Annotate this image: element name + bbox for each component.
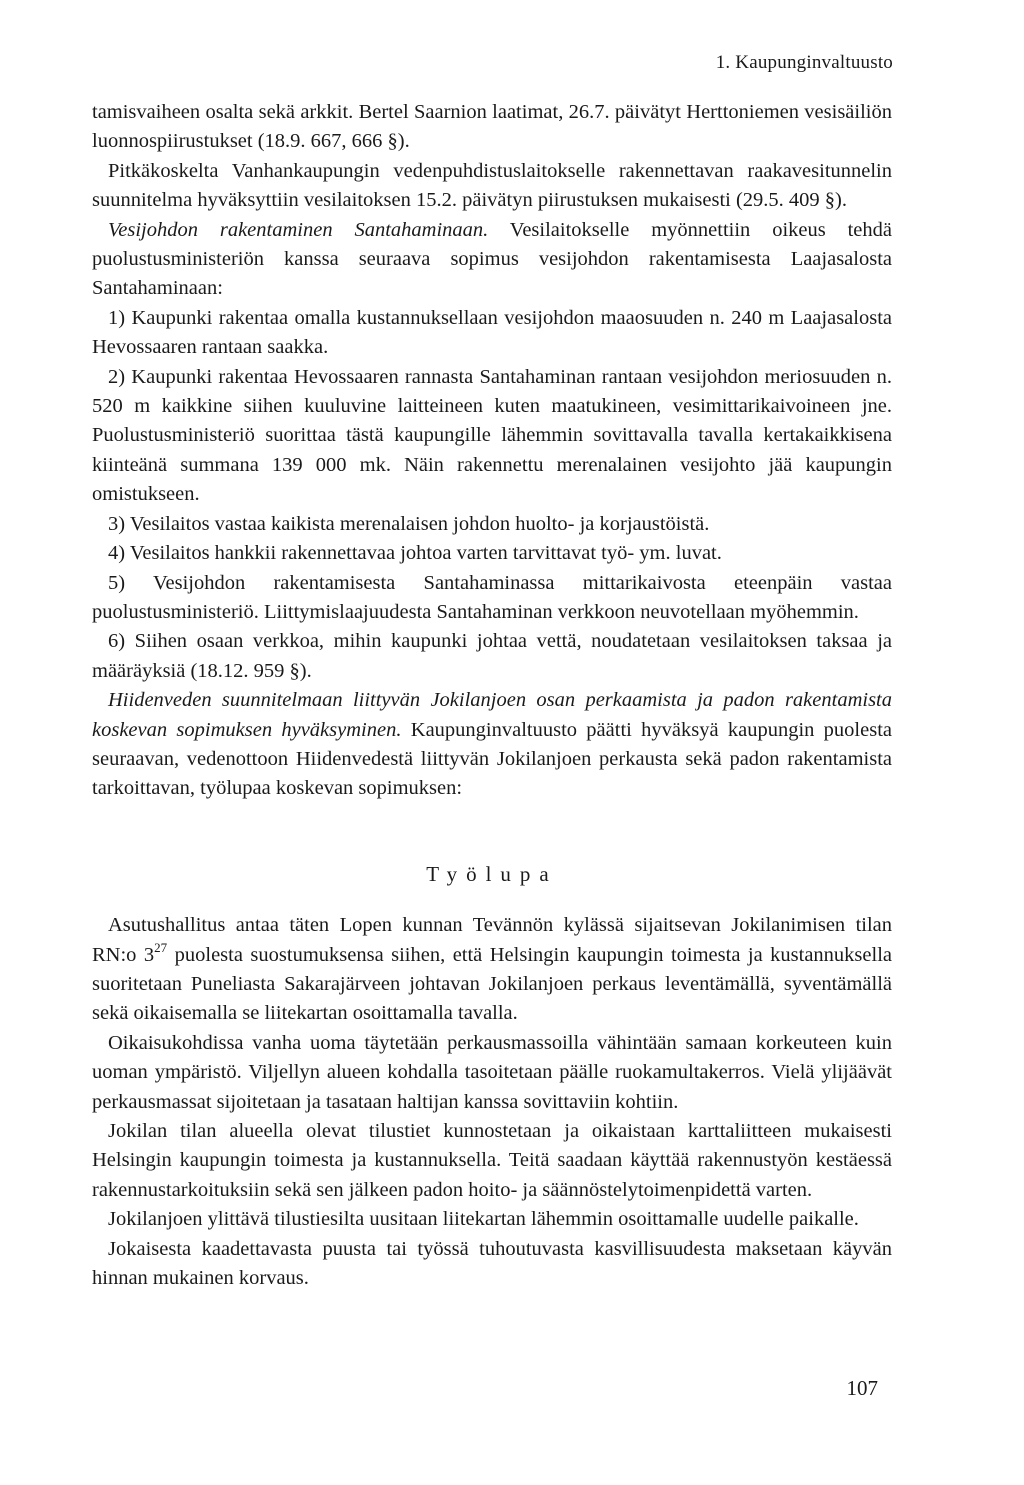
paragraph — [92, 216, 892, 304]
paragraph-text: puolesta suostumuksensa siihen, että Helsingin kaupungin toimesta ja kustannuksella suoritetaan Puneliasta Sakarajärveen johtavan Jokilanjoen perkaus leventämällä, syventämällä sekä oikaisemalla se liitekartan osoittamalla tavalla. — [92, 943, 892, 1025]
paragraph: Jokaisesta kaadettavasta puusta tai työssä tuhoutuvasta kasvillisuudesta maksetaan käyvän hinnan mukainen korvaus. — [92, 1237, 892, 1290]
list-item: 5) Vesijohdon rakentamisesta Santahaminassa mittarikaivosta eteenpäin vastaa puolustusministeriö. Liittymislaajuudesta Santahaminan verkkoon neuvotellaan myöhemmin. — [92, 571, 892, 623]
running-header: 1. Kaupunginvaltuusto — [715, 52, 893, 73]
section-heading: Vesijohdon rakentaminen Santahaminaan. — [108, 218, 489, 241]
page-number: 107 — [846, 1376, 878, 1400]
paragraph-text: Kaupunginvaltuusto päätti hyväksyä kaupungin puolesta seuraavan, vedenottoon Hiidenvedestä liittyvän Jokilanjoen perkausta sekä padon rakentamista tarkoittavan, työlupaa koskevan sopimuksen: — [92, 718, 893, 800]
paragraph-text: Asutushallitus antaa täten Lopen kunnan Tevännön kylässä sijaitsevan Jokilanimisen tilan RN:o 3 — [92, 914, 892, 966]
paragraph: Jokilanjoen ylittävä tilustiesilta uusitaan liitekartan lähemmin osoittamalle uudelle paikalle. — [108, 1208, 859, 1231]
paragraph: Oikaisukohdissa vanha uoma täytetään perkausmassoilla vähintään samaan korkeuteen kuin uoman ympäristö. Viljellyn alueen kohdalla tasoitetaan päälle ruokamultakerros. Vielä ylijäävät perkausmassat sijoitetaan ja tasataan haltijan kanssa sovittaviin kohtiin. — [92, 1031, 892, 1113]
paragraph: tamisvaiheen osalta sekä arkkit. Bertel Saarnion laatimat, 26.7. päivätyt Herttoniemen vesisäiliön luonnospiirustukset (18.9. 667, 666 §). — [92, 101, 892, 153]
superscript: 27 — [154, 939, 168, 955]
paragraph: Jokilan tilan alueella olevat tilustiet kunnostetaan ja oikaistaan karttaliitteen mukaisesti Helsingin kaupungin toimesta ja kustannuksella. Teitä saadaan käyttää rakennustyön kestäessä rakennustarkoituksiin sekä sen jälkeen padon hoito- ja säännöstelytoimenpidettä varten. — [92, 1120, 892, 1201]
list-item: 1) Kaupunki rakentaa omalla kustannuksellaan vesijohdon maaosuuden n. 240 m Laajasalosta Hevossaaren rantaan saakka. — [92, 306, 892, 359]
list-item: 6) Siihen osaan verkkoa, mihin kaupunki johtaa vettä, noudatetaan vesilaitoksen taksaa ja määräyksiä (18.12. 959 §). — [92, 630, 892, 682]
list-item: 4) Vesilaitos hankkii rakennettavaa johtoa varten tarvittavat työ- ym. luvat. — [108, 542, 722, 565]
paragraph — [92, 911, 892, 1029]
paragraph — [92, 686, 892, 804]
document-title: Työlupa — [426, 861, 558, 886]
list-item: 3) Vesilaitos vastaa kaikista merenalaisen johdon huolto- ja korjaustöistä. — [108, 512, 710, 535]
paragraph: Pitkäkoskelta Vanhankaupungin vedenpuhdistuslaitokselle rakennettavan raakavesitunnelin suunnitelma hyväksyttiin vesilaitoksen 15.2. päivätyn piirustuksen mukaisesti (29.5. 409 §). — [92, 159, 892, 212]
body-text — [92, 98, 892, 1293]
paragraph-text: Vesilaitokselle myönnettiin oikeus tehdä puolustusministeriön kanssa seuraava sopimus vesijohdon rakentamisesta Laajasalosta Santahaminaan: — [92, 218, 892, 300]
section-heading: Hiidenveden suunnitelmaan liittyvän Jokilanjoen osan perkaamista ja padon rakentamista koskevan sopimuksen hyväksyminen. — [92, 689, 892, 741]
list-item: 2) Kaupunki rakentaa Hevossaaren rannasta Santahaminan rantaan vesijohdon meriosuuden n. 520 m kaikkine siihen kuuluvine laitteineen kuten maatukineen, vesimittarikaivoineen jne. Puolustusministeriö suorittaa tästä kaupungille lähemmin sovittavalla tavalla kertakaikkisena kiinteänä summana 139 000 mk. Näin rakennettu merenalainen vesijohto jää kaupungin omistukseen. — [92, 365, 892, 506]
